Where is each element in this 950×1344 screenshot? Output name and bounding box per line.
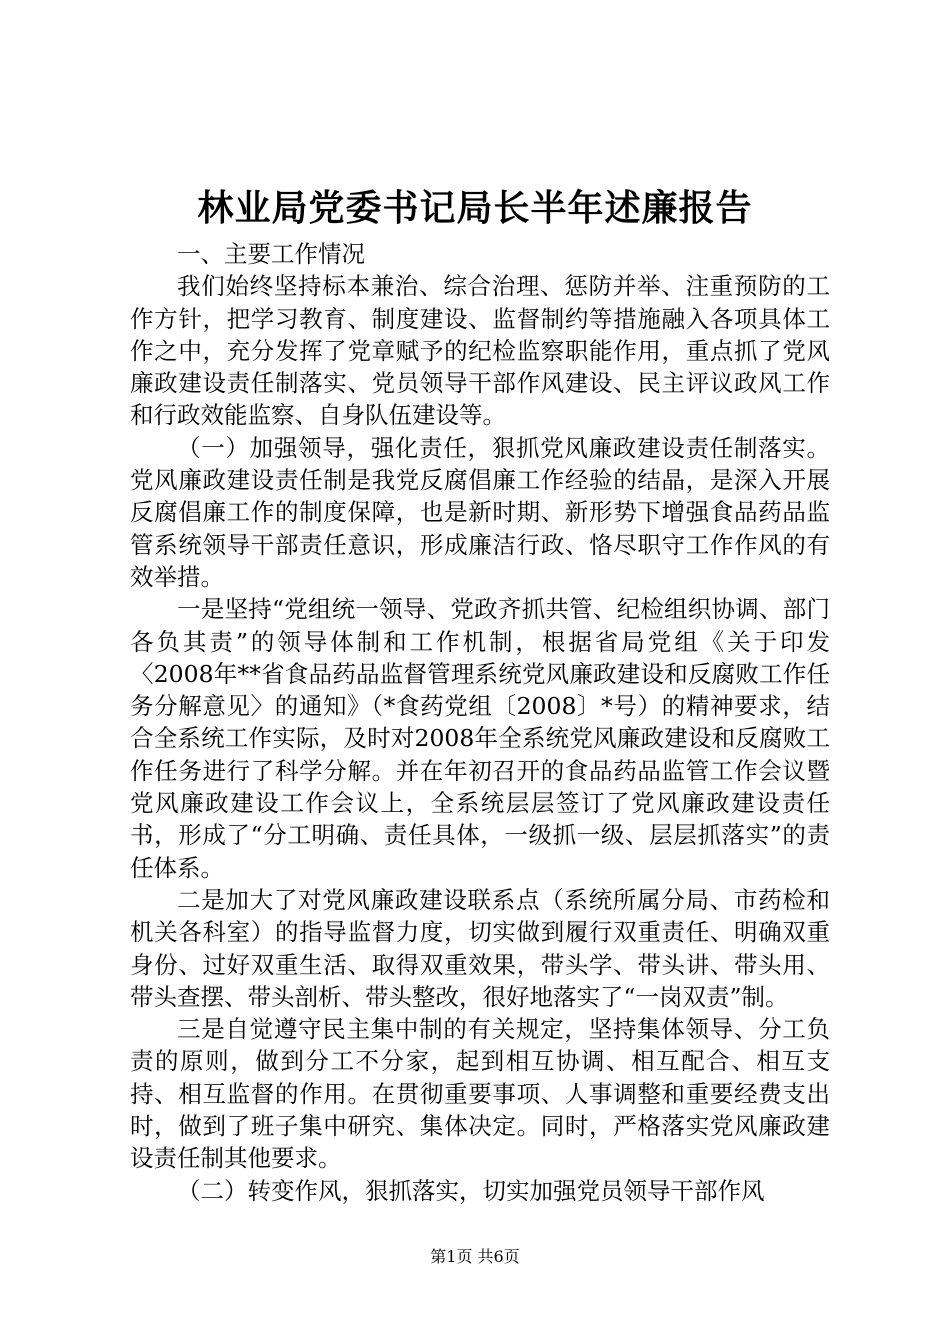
page-footer: 第1页 共6页 [430, 1247, 520, 1266]
document-title: 林业局党委书记局长半年述廉报告 [197, 188, 753, 229]
paragraph: 三是自觉遵守民主集中制的有关规定，坚持集体领导、分工负责的原则，做到分工不分家，起到相互协调、相互配合、相互支持、相互监督的作用。在贯彻重要事项、人事调整和重要经费支出时，做到了班子集中研究、集体决定。同时，严格落实党风廉政建设责任制其他要求。 [130, 1015, 830, 1173]
paragraph: （一）加强领导，强化责任，狠抓党风廉政建设责任制落实。党风廉政建设责任制是我党反腐倡廉工作经验的结晶，是深入开展反腐倡廉工作的制度保障，也是新时期、新形势下增强食品药品监管系统领导干部责任意识，形成廉洁行政、恪尽职守工作作风的有效举措。 [130, 433, 830, 591]
paragraph: （二）转变作风，狠抓落实，切实加强党员领导干部作风 [177, 1176, 765, 1205]
paragraph: 二是加大了对党风廉政建设联系点（系统所属分局、市药检和机关各科室）的指导监督力度，切实做到履行双重责任、明确双重身份、过好双重生活、取得双重效果，带头学、带头讲、带头用、带头查摆、带头剖析、带头整改，很好地落实了“一岗双责”制。 [130, 885, 830, 1011]
section-heading: 一、主要工作情况 [177, 240, 365, 268]
document-body [130, 238, 830, 1207]
paragraph: 我们始终坚持标本兼治、综合治理、惩防并举、注重预防的工作方针，把学习教育、制度建设、监督制约等措施融入各项具体工作之中，充分发挥了党章赋予的纪检监察职能作用，重点抓了党风廉政建设责任制落实、党员领导干部作风建设、民主评议政风工作和行政效能监察、自身队伍建设等。 [130, 272, 830, 430]
paragraph: 一是坚持“党组统一领导、党政齐抓共管、纪检组织协调、部门各负其责”的领导体制和工作机制，根据省局党组《关于印发〈2008年**省食品药品监督管理系统党风廉政建设和反腐败工作任务分解意见〉的通知》（*食药党组〔2008〕*号）的精神要求，结合全系统工作实际，及时对2008年全系统党风廉政建设和反腐败工作任务进行了科学分解。并在年初召开的食品药品监管工作会议暨党风廉政建设工作会议上，全系统层层签订了党风廉政建设责任书，形成了“分工明确、责任具体，一级抓一级、层层抓落实”的责任体系。 [130, 595, 830, 882]
